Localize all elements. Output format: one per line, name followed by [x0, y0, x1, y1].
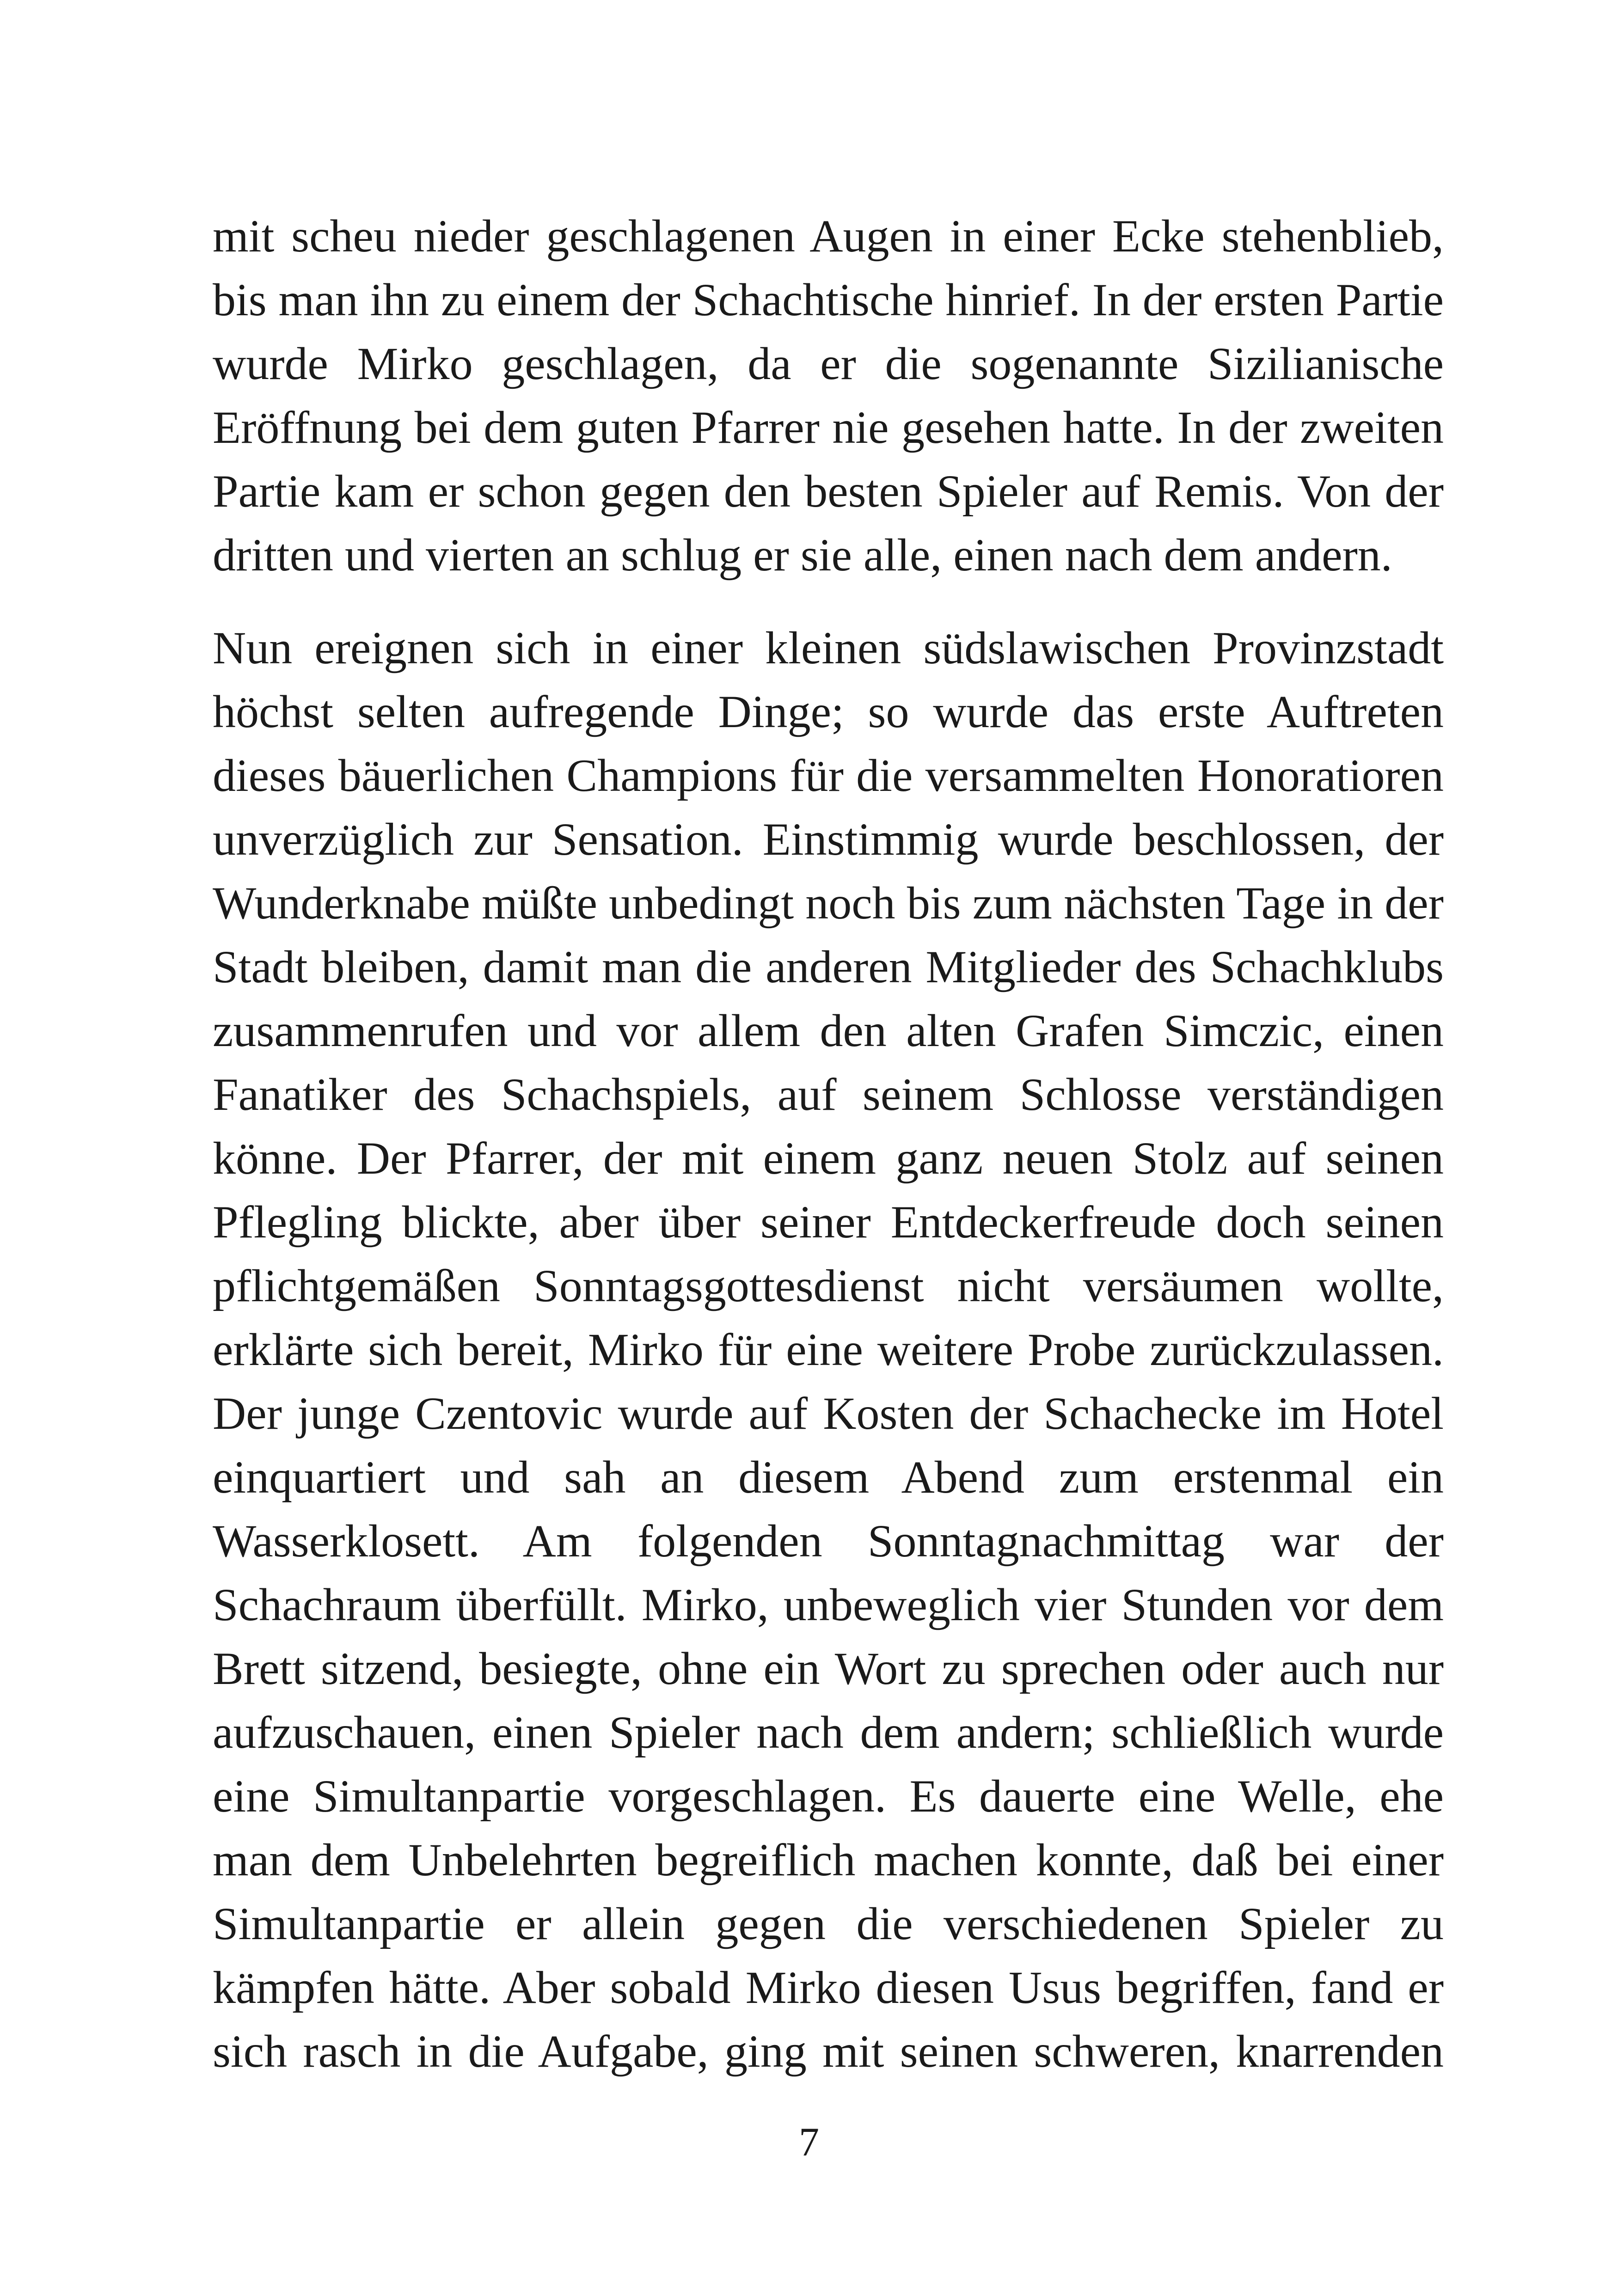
text-line: Simultanpartie er allein gegen die verschiedenen Spieler zu — [213, 1898, 1444, 1949]
text-line: dieses bäuerlichen Champions für die versammelten Honoratioren — [213, 750, 1444, 801]
text-line: dritten und vierten an schlug er sie alle, einen nach dem andern. — [213, 529, 1392, 581]
text-line: Pflegling blickte, aber über seiner Entdeckerfreude doch seinen — [213, 1196, 1444, 1248]
text-line: höchst selten aufregende Dinge; so wurde das erste Auftreten — [213, 686, 1444, 737]
text-line: eine Simultanpartie vorgeschlagen. Es dauerte eine Welle, ehe — [213, 1770, 1444, 1822]
text-line: einquartiert und sah an diesem Abend zum erstenmal ein — [213, 1451, 1444, 1503]
text-line: Schachraum überfüllt. Mirko, unbeweglich vier Stunden vor dem — [213, 1579, 1444, 1630]
text-line: Wasserklosett. Am folgenden Sonntagnachmittag war der — [213, 1515, 1444, 1567]
text-line: wurde Mirko geschlagen, da er die sogenannte Sizilianische — [213, 338, 1444, 389]
text-line: Stadt bleiben, damit man die anderen Mitglieder des Schachklubs — [213, 941, 1444, 992]
text-line: sich rasch in die Aufgabe, ging mit seinen schweren, knarrenden — [213, 2026, 1444, 2077]
text-line: pflichtgemäßen Sonntagsgottesdienst nicht versäumen wollte, — [213, 1260, 1444, 1311]
text-line: Brett sitzend, besiegte, ohne ein Wort zu sprechen oder auch nur — [213, 1643, 1444, 1694]
text-line: bis man ihn zu einem der Schachtische hinrief. In der ersten Partie — [213, 274, 1444, 325]
text-line: zusammenrufen und vor allem den alten Grafen Simczic, einen — [213, 1005, 1444, 1056]
paragraph — [213, 204, 1444, 587]
text-line: Wunderknabe müßte unbedingt noch bis zum nächsten Tage in der — [213, 877, 1444, 929]
text-line: Fanatiker des Schachspiels, auf seinem Schlosse verständigen — [213, 1069, 1444, 1120]
text-line: man dem Unbelehrten begreiflich machen konnte, daß bei einer — [213, 1834, 1444, 1886]
page-number: 7 — [799, 2120, 819, 2165]
text-line: Partie kam er schon gegen den besten Spieler auf Remis. Von der — [213, 465, 1444, 517]
text-line: erklärte sich bereit, Mirko für eine weitere Probe zurückzulassen. — [213, 1324, 1444, 1375]
text-line: kämpfen hätte. Aber sobald Mirko diesen Usus begriffen, fand er — [213, 1962, 1444, 2013]
text-line: könne. Der Pfarrer, der mit einem ganz neuen Stolz auf seinen — [213, 1133, 1444, 1184]
text-line: unverzüglich zur Sensation. Einstimmig wurde beschlossen, der — [213, 814, 1444, 865]
text-line: Der junge Czentovic wurde auf Kosten der Schachecke im Hotel — [213, 1388, 1444, 1439]
text-line: mit scheu nieder geschlagenen Augen in einer Ecke stehenblieb, — [213, 210, 1444, 262]
text-line: aufzuschauen, einen Spieler nach dem andern; schließlich wurde — [213, 1707, 1444, 1758]
text-line: Eröffnung bei dem guten Pfarrer nie gesehen hatte. In der zweiten — [213, 402, 1444, 453]
text-line: Nun ereignen sich in einer kleinen südslawischen Provinzstadt — [213, 622, 1444, 673]
paragraph — [213, 616, 1444, 2083]
